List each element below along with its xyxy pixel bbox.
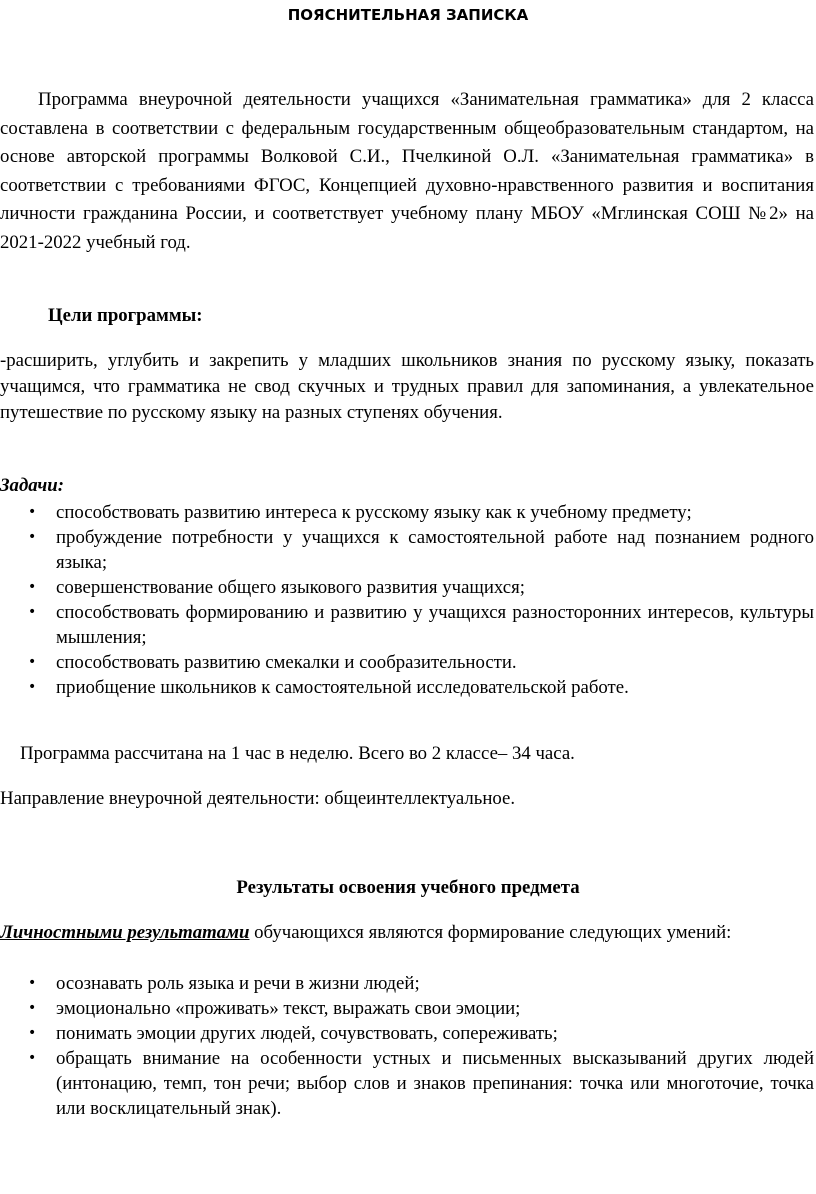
list-item: • пробуждение потребности у учащихся к самостоятельной работе над познанием родного языка; (0, 525, 816, 575)
personal-results-intro (0, 921, 814, 945)
personal-results-label: Личностными результатами (0, 922, 250, 943)
list-item: • осознавать роль языка и речи в жизни людей; (0, 971, 816, 996)
list-item: • способствовать развитию смекалки и сообразительности. (0, 650, 816, 675)
list-item: • приобщение школьников к самостоятельной исследовательской работе. (0, 675, 816, 700)
tasks-heading: Задачи: (0, 475, 64, 496)
list-item: • способствовать развитию интереса к русскому языку как к учебному предмету; (0, 500, 816, 525)
list-item: • совершенствование общего языкового развития учащихся; (0, 575, 816, 600)
skills-list (0, 971, 816, 1121)
page-title: ПОЯСНИТЕЛЬНАЯ ЗАПИСКА (287, 6, 529, 24)
list-item: • эмоционально «проживать» текст, выражать свои эмоции; (0, 996, 816, 1021)
intro-paragraph: Программа внеурочной деятельности учащихся «Занимательная грамматика» для 2 класса составлена в соответствии с федеральным государственным общеобразовательным стандартом, на основе авторской программы Волковой С.И., Пчелкиной О.Л. «Занимательная грамматика» в соответствии с требованиями ФГОС, Концепцией духовно-нравственного развития и воспитания личности гражданина России, и соответствует учебному плану МБОУ «Мглинская СОШ №2» на 2021-2022 учебный год. (0, 89, 814, 253)
list-item: • обращать внимание на особенности устных и письменных высказываний других людей (интонацию, темп, тон речи; выбор слов и знаков препинания: точка или многоточие, точка или восклицательный знак). (0, 1046, 816, 1121)
hours-line: Программа рассчитана на 1 час в неделю. Всего во 2 классе– 34 часа. (20, 743, 575, 764)
tasks-list (0, 500, 816, 700)
results-heading: Результаты освоения учебного предмета (236, 877, 580, 898)
goals-paragraph: -расширить, углубить и закрепить у младших школьников знания по русскому языку, показать учащимся, что грамматика не свод скучных и трудных правил для запоминания, а увлекательное путешествие по русскому языку на разных ступенях обучения. (0, 350, 814, 423)
list-item: • способствовать формированию и развитию у учащихся разносторонних интересов, культуры мышления; (0, 600, 816, 650)
list-item: • понимать эмоции других людей, сочувствовать, сопереживать; (0, 1021, 816, 1046)
goals-heading: Цели программы: (48, 305, 203, 326)
direction-line: Направление внеурочной деятельности: общеинтеллектуальное. (0, 788, 516, 809)
personal-results-text: обучающихся являются формирование следующих умений: (249, 922, 732, 943)
